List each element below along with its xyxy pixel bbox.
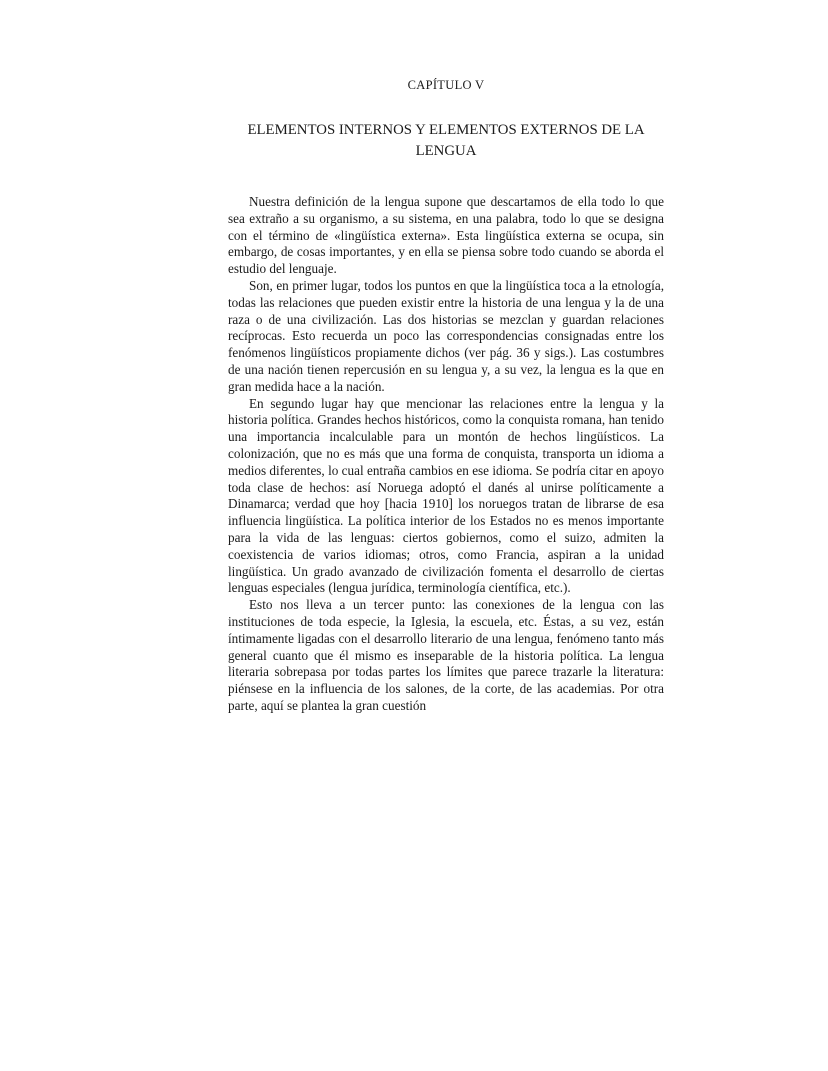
body-paragraph: Esto nos lleva a un tercer punto: las conexiones de la lengua con las instituciones de toda especie, la Iglesia, la escuela, etc. Éstas, a su vez, están íntimamente ligadas con el desarrollo literario de una lengua, fenómeno tanto más general cuanto que él mismo es inseparable de la historia política. La lengua literaria sobrepasa por todas partes los límites que parece trazarle la literatura: piénsese en la influencia de los salones, de la corte, de las academias. Por otra parte, aquí se plantea la gran cuestión <box>228 597 664 713</box>
body-paragraph: Nuestra definición de la lengua supone que descartamos de ella todo lo que sea extraño a su organismo, a su sistema, en una palabra, todo lo que se designa con el término de «lingüística externa». Esta lingüística externa se ocupa, sin embargo, de cosas importantes, y en ella se piensa sobre todo cuando se aborda el estudio del lenguaje. <box>228 194 664 277</box>
body-paragraph: Son, en primer lugar, todos los puntos en que la lingüística toca a la etnología, todas las relaciones que pueden existir entre la historia de una lengua y la de una raza o de una civilización. Las dos historias se mezclan y guardan relaciones recíprocas. Esto recuerda un poco las correspondencias consignadas entre los fenómenos lingüísticos propiamente dichos (ver pág. 36 y sigs.). Las costumbres de una nación tienen repercusión en su lengua y, a su vez, la lengua es la que en gran medida hace a la nación. <box>228 277 664 394</box>
page-title: ELEMENTOS INTERNOS Y ELEMENTOS EXTERNOS DE LA LENGUA <box>247 122 645 159</box>
text-block <box>228 78 664 715</box>
body-paragraph: En segundo lugar hay que mencionar las relaciones entre la lengua y la historia política. Grandes hechos históricos, como la conquista romana, han tenido una importancia incalculable para un montón de hechos lingüísticos. La colonización, que no es más que una forma de conquista, transporta un idioma a medios diferentes, lo cual entraña cambios en ese idioma. Se podría citar en apoyo toda clase de hechos: así Noruega adoptó el danés al unirse políticamente a Dinamarca; verdad que hoy [hacia 1910] los noruegos tratan de librarse de esa influencia lingüística. La política interior de los Estados no es menos importante para la vida de las lenguas: ciertos gobiernos, como el suizo, admiten la coexistencia de varios idiomas; otros, como Francia, aspiran a la unidad lingüística. Un grado avanzado de civilización fomenta el desarrollo de ciertas lenguas especiales (lengua jurídica, terminología científica, etc.). <box>228 395 664 596</box>
chapter-heading: CAPÍTULO V <box>407 78 485 92</box>
body-text <box>228 194 664 715</box>
